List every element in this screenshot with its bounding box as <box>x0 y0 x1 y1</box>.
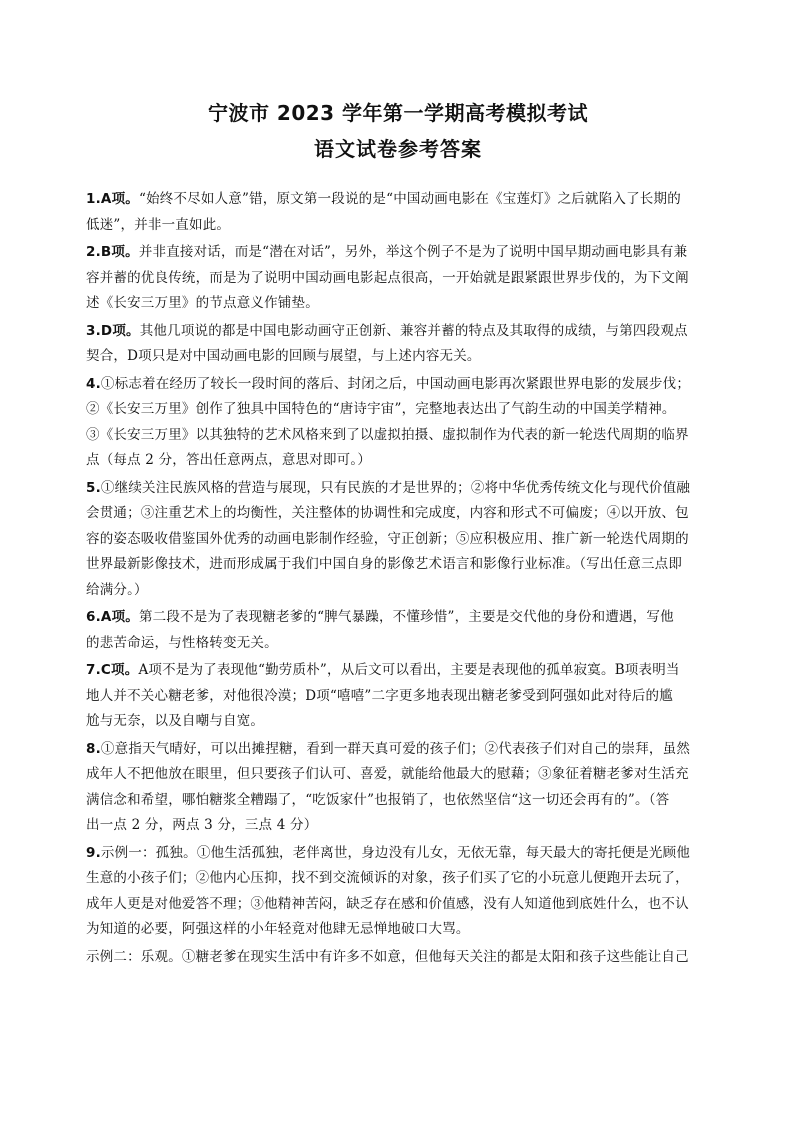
answer-line <box>86 476 710 502</box>
answer-text: 尬与无奈，以及自嘲与自宽。 <box>86 713 265 729</box>
answer-number: 7.C项。 <box>86 662 139 678</box>
answer-text: 示例二：乐观。①糖老爹在现实生活中有许多不如意，但他每天关注的都是太阳和孩子这些能让自己 <box>86 948 689 965</box>
answer-text: 地人并不关心糖老爹，对他很冷漠；D项“嘻嘻”二字更多地表现出糖老爹受到阿强如此对待后的尴 <box>86 687 673 704</box>
answer-text: 其他几项说的都是中国电影动画守正创新、兼容并蓄的特点及其取得的成绩，与第四段观点 <box>139 322 688 339</box>
answer-number: 2.B项。 <box>86 244 139 260</box>
answer-text: 契合，D项只是对中国动画电影的回顾与展望，与上述内容无关。 <box>86 348 481 364</box>
answer-item <box>86 240 710 317</box>
answer-text: A项不是为了表现他“勤劳质朴”，从后文可以看出，主要是表现他的孤单寂寞。B项表明当 <box>138 662 680 678</box>
answer-line <box>86 448 710 474</box>
answer-line <box>86 605 710 631</box>
answer-text: 给满分。） <box>86 581 148 598</box>
answer-text: 世界最新影像技术，进而形成属于我们中国自身的影像艺术语言和影像行业标准。（写出任意三点即 <box>86 556 683 572</box>
answer-number: 8. <box>86 740 101 757</box>
answer-line <box>86 266 710 292</box>
answer-line <box>86 240 710 266</box>
answer-line <box>86 658 710 684</box>
answer-line <box>86 917 710 943</box>
answer-line <box>86 737 710 763</box>
answer-text: 生意的小孩子们；②他内心压抑，找不到交流倾诉的对象，孩子们买了它的小玩意儿便跑开去玩了， <box>86 870 689 886</box>
answer-line <box>86 372 710 398</box>
answer-text: 出一点 2 分，两点 3 分，三点 4 分） <box>86 817 318 833</box>
answer-line <box>86 213 710 239</box>
page-subtitle: 语文试卷参考答案 <box>314 137 482 161</box>
answer-line <box>86 684 710 710</box>
answer-text: 成年人更是对他爱答不理；③他精神苦闷，缺乏存在感和价值感，没有人知道他到底姓什么，也不认 <box>86 895 689 912</box>
answer-text: 容并蓄的优良传统，而是为了说明中国动画电影起点很高，一开始就是跟紧跟世界步伐的，为下文阐 <box>86 269 689 286</box>
answer-number: 1.A项。 <box>86 191 139 207</box>
answer-text: 成年人不把他放在眼里，但只要孩子们认可、喜爱，就能给他最大的慰藉；③象征着糖老爹对生活充 <box>86 766 689 782</box>
answer-text: “始终不尽如人意”错，原文第一段说的是“中国动画电影在《宝莲灯》之后就陷入了长期的 <box>138 191 681 207</box>
answer-text: 述《长安三万里》的节点意义作铺垫。 <box>86 295 319 311</box>
answer-number: 6.A项。 <box>86 609 139 625</box>
answer-text: 点（每点 2 分，答出任意两点，意思对即可。） <box>86 452 372 468</box>
answer-item <box>86 476 710 604</box>
answer-item <box>86 945 710 971</box>
answer-item <box>86 737 710 839</box>
answer-item <box>86 187 710 238</box>
answer-text: 满信念和希望，哪怕糖浆全糟蹋了，“吃饭家什”也报销了，也依然坚信“这一切还会再有的”。（答 <box>86 791 670 808</box>
answer-text: 低迷”，并非一直如此。 <box>86 216 231 233</box>
answer-line <box>86 631 710 657</box>
answer-text: 并非直接对话，而是“潜在对话”，另外，举这个例子不是为了说明中国早期动画电影具有兼 <box>138 244 688 260</box>
answer-line <box>86 187 710 213</box>
answer-number: 9. <box>86 844 101 861</box>
answer-line <box>86 291 710 317</box>
answer-line <box>86 423 710 449</box>
answer-item <box>86 319 710 370</box>
answer-line <box>86 397 710 423</box>
answer-line <box>86 866 710 892</box>
answer-line <box>86 762 710 788</box>
answer-line <box>86 578 710 604</box>
answer-text: 的悲苦命运，与性格转变无关。 <box>86 634 278 651</box>
answer-line <box>86 788 710 814</box>
answer-line <box>86 319 710 345</box>
answer-line <box>86 892 710 918</box>
answer-number: 4. <box>86 375 101 392</box>
answer-line <box>86 813 710 839</box>
answer-text: ①标志着在经历了较长一段时间的落后、封闭之后，中国动画电影再次紧跟世界电影的发展步伐； <box>100 375 691 392</box>
answer-line <box>86 527 710 553</box>
answer-item <box>86 605 710 656</box>
answer-line <box>86 841 710 867</box>
answer-text: ①继续关注民族风格的营造与展现，只有民族的才是世界的；②将中华优秀传统文化与现代价值融 <box>100 479 691 496</box>
answer-text: ③《长安三万里》以其独特的艺术风格来到了以虚拟拍摄、虚拟制作为代表的新一轮迭代周期的临界 <box>86 426 689 443</box>
answer-line <box>86 709 710 735</box>
answer-item <box>86 658 710 735</box>
answer-text: ②《长安三万里》创作了独具中国特色的“唐诗宇宙”，完整地表达出了气韵生动的中国美学精神。 <box>86 401 676 417</box>
answer-number: 5. <box>86 479 101 496</box>
answer-line <box>86 344 710 370</box>
answer-line <box>86 945 710 971</box>
answer-text: 第二段不是为了表现糖老爹的“脾气暴躁，不懂珍惜”，主要是交代他的身份和遭遇，写他 <box>138 609 674 625</box>
answer-line <box>86 552 710 578</box>
answer-text: 示例一：孤独。①他生活孤独，老伴离世，身边没有儿女，无依无靠，每天最大的寄托便是光顾他 <box>100 844 691 861</box>
answer-list <box>86 187 710 970</box>
answer-text: 会贯通；③注重艺术上的均衡性，关注整体的协调性和完成度，内容和形式不可偏废；④以开放、包 <box>86 505 689 521</box>
answer-text: 为知道的必要，阿强这样的小年轻竟对他肆无忌惮地破口大骂。 <box>86 921 470 937</box>
answer-number: 3.D项。 <box>86 322 140 339</box>
answer-text: 容的姿态吸收借鉴国外优秀的动画电影制作经验，守正创新；⑤应积极应用、推广新一轮迭代周期的 <box>86 530 689 547</box>
answer-line <box>86 501 710 527</box>
answer-item <box>86 841 710 943</box>
answer-item <box>86 372 710 474</box>
answer-text: ①意指天气晴好，可以出摊捏糖，看到一群天真可爱的孩子们；②代表孩子们对自己的崇拜，虽然 <box>100 740 691 757</box>
page-title: 宁波市 2023 学年第一学期高考模拟考试 <box>207 101 589 125</box>
